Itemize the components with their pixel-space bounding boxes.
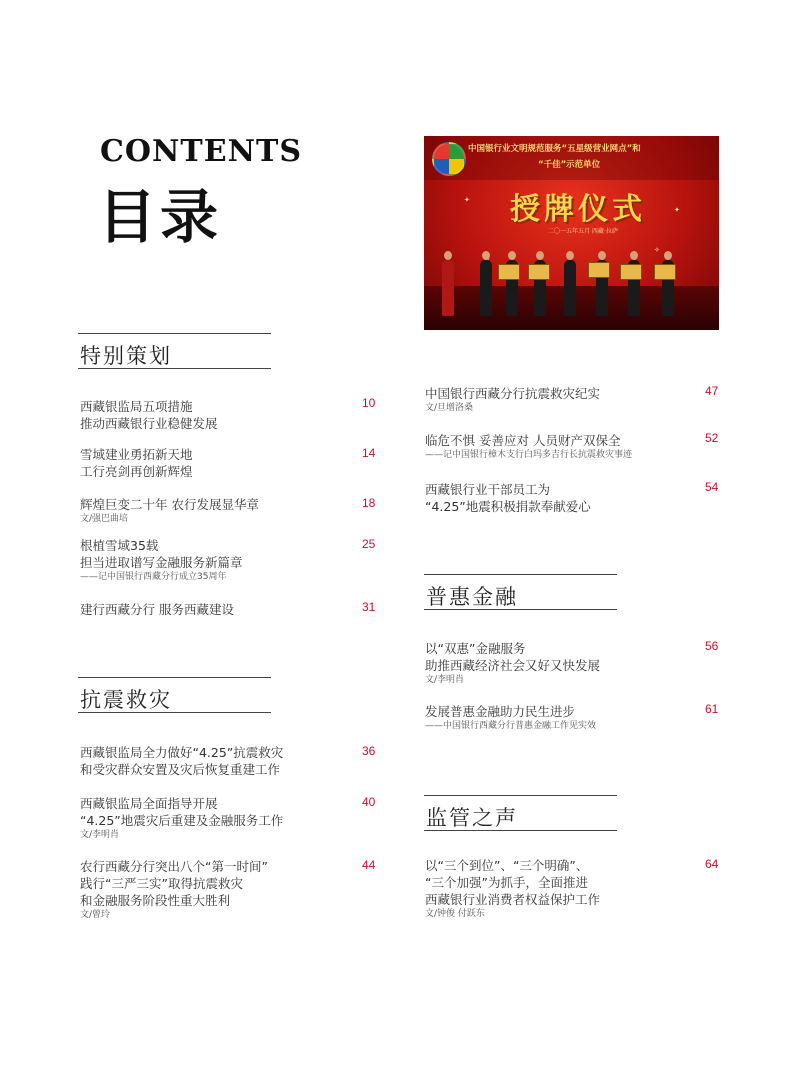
page-number: 10 <box>362 396 376 410</box>
entry-title-line: 西藏银监局五项措施 <box>80 399 193 414</box>
banner-line-1: 中国银行业文明规范服务“五星级营业网点”和 <box>468 144 641 154</box>
entry-title-line: 中国银行西藏分行抗震救灾纪实 <box>425 386 601 401</box>
toc-entry[interactable] <box>425 481 725 515</box>
page-number: 64 <box>705 857 719 871</box>
presenter-figure <box>442 260 454 316</box>
entry-title-line: 西藏银监局全面指导开展 <box>80 796 218 811</box>
toc-entry[interactable] <box>425 857 725 921</box>
page-number: 61 <box>705 702 719 716</box>
contents-title-cn: 目录 <box>98 183 223 251</box>
entry-subtitle: ——记中国银行樟木支行白玛多吉行长抗震救灾事迹 <box>425 450 633 460</box>
entry-title-line: 以“双惠”金融服务 <box>425 641 526 656</box>
toc-entry[interactable] <box>80 537 380 584</box>
entry-title-line: 以“三个到位”、“三个明确”、 <box>425 858 589 873</box>
award-plaque <box>588 262 610 278</box>
entry-title-line: 践行“三严三实”取得抗震救灾 <box>80 876 243 891</box>
entry-title-line: 建行西藏分行 服务西藏建设 <box>80 602 234 617</box>
section-header-inclusive <box>424 574 617 610</box>
section-title: 监管之声 <box>426 806 518 830</box>
award-plaque <box>620 264 642 280</box>
page-number: 47 <box>705 384 719 398</box>
entry-author: 文/曾玲 <box>80 910 111 920</box>
entry-title-line: 西藏银监局全力做好“4.25”抗震救灾 <box>80 745 284 760</box>
section-header-special <box>78 333 271 369</box>
official-figure <box>564 260 576 316</box>
page-number: 56 <box>705 639 719 653</box>
ceremony-subtitle: 二〇一五年五月 西藏·拉萨 <box>548 228 618 235</box>
entry-subtitle: ——中国银行西藏分行普惠金融工作见实效 <box>425 721 597 731</box>
page-number: 31 <box>362 600 376 614</box>
entry-title-line: 根植雪域35载 <box>80 538 159 553</box>
entry-title-line: 西藏银行业干部员工为 <box>425 482 551 497</box>
section-title: 普惠金融 <box>426 585 518 609</box>
entry-title-line: 担当进取谱写金融服务新篇章 <box>80 555 243 570</box>
toc-entry[interactable] <box>425 432 725 462</box>
page-number: 36 <box>362 744 376 758</box>
page-number: 54 <box>705 480 719 494</box>
section-header-quake <box>78 677 271 713</box>
page-number: 52 <box>705 431 719 445</box>
entry-author: 文/李明肖 <box>425 675 465 685</box>
entry-title-line: 工行亮剑再创新辉煌 <box>80 464 193 479</box>
page-number: 18 <box>362 496 376 510</box>
entry-title-line: 西藏银行业消费者权益保护工作 <box>425 892 601 907</box>
entry-subtitle: ——记中国银行西藏分行成立35周年 <box>80 572 227 582</box>
sparkle-icon: ✦ <box>464 196 470 204</box>
award-plaque <box>498 264 520 280</box>
toc-entry[interactable] <box>80 496 380 526</box>
page-number: 14 <box>362 446 376 460</box>
entry-author: 文/旦增洛桑 <box>425 403 474 413</box>
section-title: 抗震救灾 <box>80 688 172 712</box>
entry-author: 文/钟俊 付跃东 <box>425 909 485 919</box>
toc-entry[interactable] <box>425 703 725 733</box>
banner-line-2: “千佳”示范单位 <box>538 160 601 170</box>
toc-entry[interactable] <box>80 446 380 480</box>
entry-author: 文/李明肖 <box>80 830 120 840</box>
entry-title-line: “4.25”地震积极捐款奉献爱心 <box>425 499 591 514</box>
toc-entry[interactable] <box>80 744 380 778</box>
ceremony-title: 授牌仪式 <box>510 192 646 227</box>
entry-title-line: 和金融服务阶段性重大胜利 <box>80 893 231 908</box>
toc-entry[interactable] <box>80 601 380 618</box>
page-number: 40 <box>362 795 376 809</box>
section-title: 特别策划 <box>80 344 172 368</box>
entry-title-line: 发展普惠金融助力民生进步 <box>425 704 576 719</box>
toc-entry[interactable] <box>80 795 380 842</box>
toc-entry[interactable] <box>425 385 725 415</box>
sparkle-icon: ✧ <box>654 246 660 254</box>
entry-title-line: 和受灾群众安置及灾后恢复重建工作 <box>80 762 281 777</box>
photo-banner <box>424 136 719 180</box>
toc-entry[interactable] <box>425 640 725 687</box>
entry-title-line: 临危不惧 妥善应对 人员财产双保全 <box>425 433 621 448</box>
toc-entry[interactable] <box>80 858 380 922</box>
award-plaque <box>528 264 550 280</box>
page-number: 44 <box>362 858 376 872</box>
entry-author: 文/强巴曲培 <box>80 514 129 524</box>
entry-title-line: 雪域建业勇拓新天地 <box>80 447 193 462</box>
toc-entry[interactable] <box>80 398 380 432</box>
award-plaque <box>654 264 676 280</box>
entry-title-line: “三个加强”为抓手，全面推进 <box>425 875 588 890</box>
entry-title-line: “4.25”地震灾后重建及金融服务工作 <box>80 813 284 828</box>
section-header-regulation <box>424 795 617 831</box>
contents-title-en: CONTENTS <box>100 134 303 169</box>
entry-title-line: 助推西藏经济社会又好又快发展 <box>425 658 601 673</box>
recipient-figure <box>480 260 492 316</box>
entry-title-line: 农行西藏分行突出八个“第一时间” <box>80 859 268 874</box>
bank-logo-icon <box>432 142 466 176</box>
ceremony-photo <box>424 136 719 330</box>
sparkle-icon: ✦ <box>674 206 680 214</box>
entry-title-line: 推动西藏银行业稳健发展 <box>80 416 218 431</box>
page-number: 25 <box>362 537 376 551</box>
entry-title-line: 辉煌巨变二十年 农行发展显华章 <box>80 497 259 512</box>
